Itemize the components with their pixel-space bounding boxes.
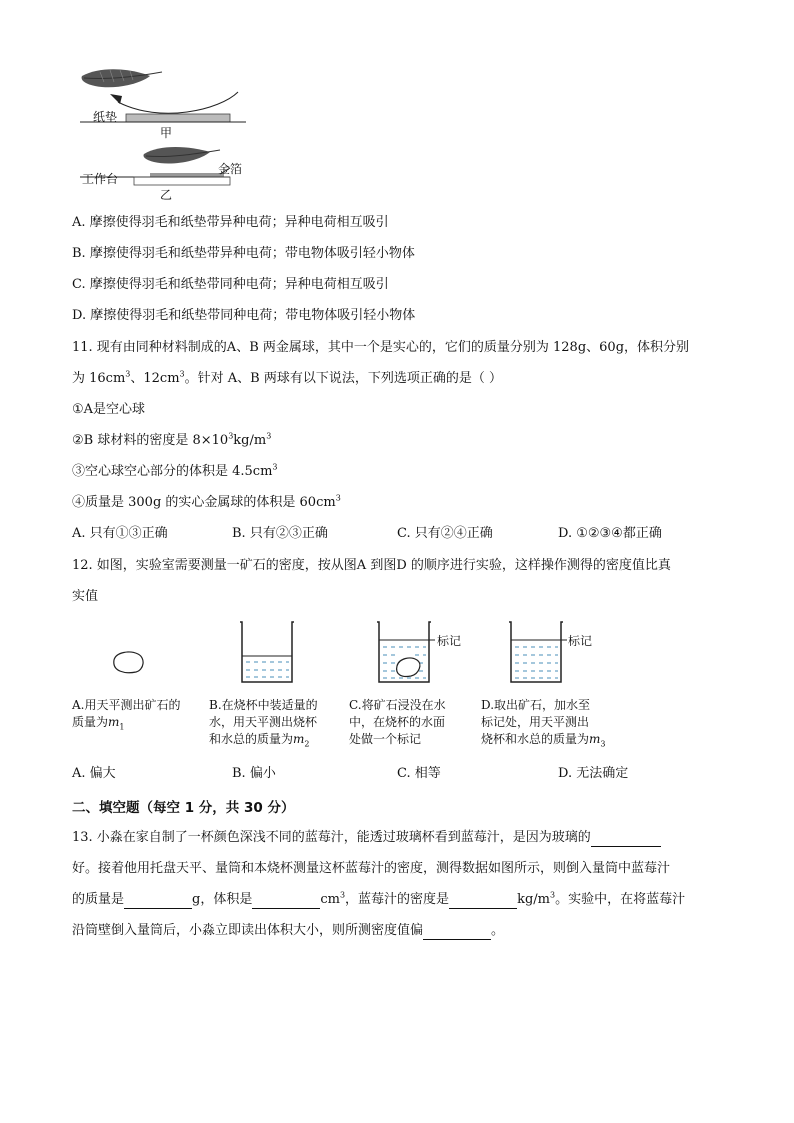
beaker-c-figure <box>373 620 435 686</box>
q11-option-d: D. ①②③④都正确 <box>558 526 662 541</box>
caption-c: C.将矿石浸没在水 中，在烧杯的水面 处做一个标记 <box>349 698 446 746</box>
q10-option-a: A. 摩擦使得羽毛和纸垫带异种电荷；异种电荷相互吸引 <box>72 215 389 230</box>
q10-option-c: C. 摩擦使得羽毛和纸垫带同种电荷；异种电荷相互吸引 <box>72 277 389 292</box>
feather-icon <box>82 69 162 87</box>
section-heading: 二、填空题（每空 1 分，共 30 分） <box>72 800 295 816</box>
feather-icon <box>143 147 220 164</box>
q12-stem-line2: 实值 <box>72 589 99 604</box>
figure-label-foil: 金箔 <box>218 162 243 176</box>
q11-option-b: B. 只有②③正确 <box>232 526 328 541</box>
q13-line3: 的质量是 g，体积是 $cm^3$，蓝莓汁的密度是 $kg/m^3$。实验中，在将蓝莓汁 <box>72 890 686 907</box>
q11-option-c: C. 只有②④正确 <box>397 526 493 541</box>
caption-a: A.用天平测出矿石的 质量为$m_1$ <box>72 698 181 732</box>
figure-label-yi: 乙 <box>160 188 173 202</box>
figure-label-jia: 甲 <box>160 126 173 140</box>
q12-option-c: C. 相等 <box>397 766 441 781</box>
q11-statement-1: ①A是空心球 <box>72 402 146 417</box>
q11-statement-4: ④质量是 300g 的实心金属球的体积是 $60cm^3$ <box>72 493 341 510</box>
q11-stem-line2: 为 $16cm^3$、$12cm^3$。针对 A、B 两球有以下说法，下列选项正确的是（ ） <box>72 369 502 386</box>
q11-stem-line1: 11. 现有由同种材料制成的A、B 两金属球，其中一个是实心的，它们的质量分别为 128g、60g，体积分别 <box>72 340 690 355</box>
beaker-d-figure <box>505 620 567 686</box>
q13-line1: 13. 小淼在家自制了一杯颜色深浅不同的蓝莓汁，能透过玻璃杯看到蓝莓汁，是因为玻璃的 <box>72 829 661 847</box>
mark-label-d: 标记 <box>568 634 593 648</box>
q10-option-b: B. 摩擦使得羽毛和纸垫带异种电荷；带电物体吸引轻小物体 <box>72 246 415 261</box>
q12-stem-line1: 12. 如图，实验室需要测量一矿石的密度，按从图A 到图D 的顺序进行实验，这样操作测得的密度值比真 <box>72 558 671 573</box>
answer-blank[interactable] <box>124 894 192 909</box>
figure-label-pad: 纸垫 <box>93 110 118 124</box>
q11-statement-3: ③空心球空心部分的体积是 $4.5cm^3$ <box>72 462 278 479</box>
q12-option-d: D. 无法确定 <box>558 766 629 781</box>
q10-option-d: D. 摩擦使得羽毛和纸垫带同种电荷；带电物体吸引轻小物体 <box>72 308 416 323</box>
rock-icon <box>397 658 420 677</box>
q12-option-b: B. 偏小 <box>232 766 276 781</box>
caption-b: B.在烧杯中装适量的 水，用天平测出烧杯 和水总的质量为$m_2$ <box>209 698 318 749</box>
rock-icon <box>108 648 148 678</box>
q11-statement-2: ②B 球材料的密度是 $8\times 10^3kg/m^3$ <box>72 431 272 448</box>
q12-option-a: A. 偏大 <box>72 766 116 781</box>
answer-blank[interactable] <box>423 925 491 940</box>
figure-label-table: 工作台 <box>82 172 119 186</box>
mark-label-c: 标记 <box>437 634 462 648</box>
answer-blank[interactable] <box>591 832 661 847</box>
answer-blank[interactable] <box>449 894 517 909</box>
answer-blank[interactable] <box>252 894 320 909</box>
caption-d: D.取出矿石，加水至 标记处，用天平测出 烧杯和水总的质量为$m_3$ <box>481 698 606 749</box>
beaker-b-figure <box>236 620 298 686</box>
q11-option-a: A. 只有①③正确 <box>72 526 168 541</box>
q13-line2: 好。接着他用托盘天平、量筒和本烧杯测量这杯蓝莓汁的密度，测得数据如图所示，则倒入量筒中蓝莓汁 <box>72 861 671 876</box>
q13-line4: 沿筒壁倒入量筒后，小淼立即读出体积大小，则所测密度值偏 。 <box>72 923 505 938</box>
